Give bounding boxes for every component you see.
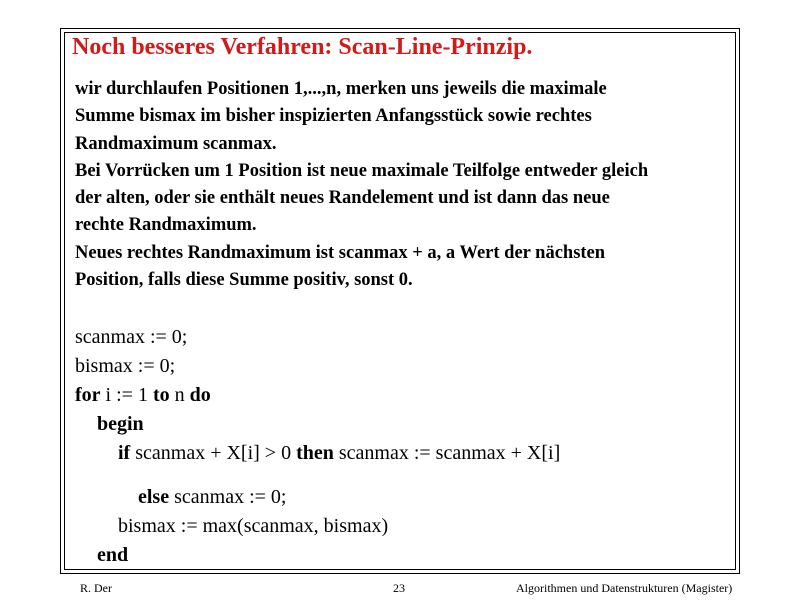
- code-line-3: [75, 381, 211, 410]
- code-line-7: [118, 512, 388, 541]
- paragraph-line: Randmaximum scanmax.: [75, 133, 277, 154]
- code-text: scanmax := scanmax + X[i]: [333, 442, 561, 464]
- footer-course: Algorithmen und Datenstrukturen (Magister): [516, 581, 733, 595]
- footer-author: R. Der: [80, 581, 112, 595]
- keyword-else: else: [138, 486, 170, 508]
- keyword-for: for: [75, 384, 101, 406]
- code-line-2: [75, 352, 175, 381]
- keyword-if: if: [118, 442, 131, 464]
- keyword-to: to: [152, 384, 170, 406]
- paragraph-line: Neues rechtes Randmaximum ist scanmax + a, a Wert der nächsten: [75, 242, 606, 263]
- code-text: scanmax := 0;: [169, 486, 287, 508]
- description-paragraph: [75, 76, 725, 294]
- code-text: scanmax := 0;: [75, 326, 188, 348]
- paragraph-line: Bei Vorrücken um 1 Position ist neue maximale Teilfolge entweder gleich: [75, 160, 649, 181]
- keyword-do: do: [189, 384, 211, 406]
- slide-title: Noch besseres Verfahren: Scan-Line-Prinzip.: [72, 34, 533, 60]
- keyword-begin: begin: [97, 413, 144, 435]
- code-line-6: [138, 483, 286, 512]
- paragraph-line: wir durchlaufen Positionen 1,...,n, merken uns jeweils die maximale: [75, 79, 607, 99]
- code-line-8: [97, 541, 128, 570]
- code-line-4: [97, 410, 144, 439]
- paragraph-line: rechte Randmaximum.: [75, 215, 257, 236]
- code-text: scanmax + X[i] > 0: [130, 442, 297, 464]
- paragraph-line: Position, falls diese Summe positiv, sonst 0.: [75, 270, 413, 291]
- code-text: bismax := max(scanmax, bismax): [118, 515, 389, 537]
- code-text: bismax := 0;: [75, 355, 176, 377]
- code-text: i := 1: [100, 384, 153, 406]
- code-line-1: [75, 323, 187, 352]
- keyword-end: end: [97, 544, 129, 566]
- keyword-then: then: [296, 442, 334, 464]
- paragraph-line: der alten, oder sie enthält neues Randelement und ist dann das neue: [75, 188, 610, 209]
- paragraph-line: Summe bismax im bisher inspizierten Anfangsstück sowie rechtes: [75, 106, 592, 127]
- footer-page-number: 23: [393, 581, 405, 595]
- code-line-5: [118, 439, 560, 468]
- code-text: n: [169, 384, 190, 406]
